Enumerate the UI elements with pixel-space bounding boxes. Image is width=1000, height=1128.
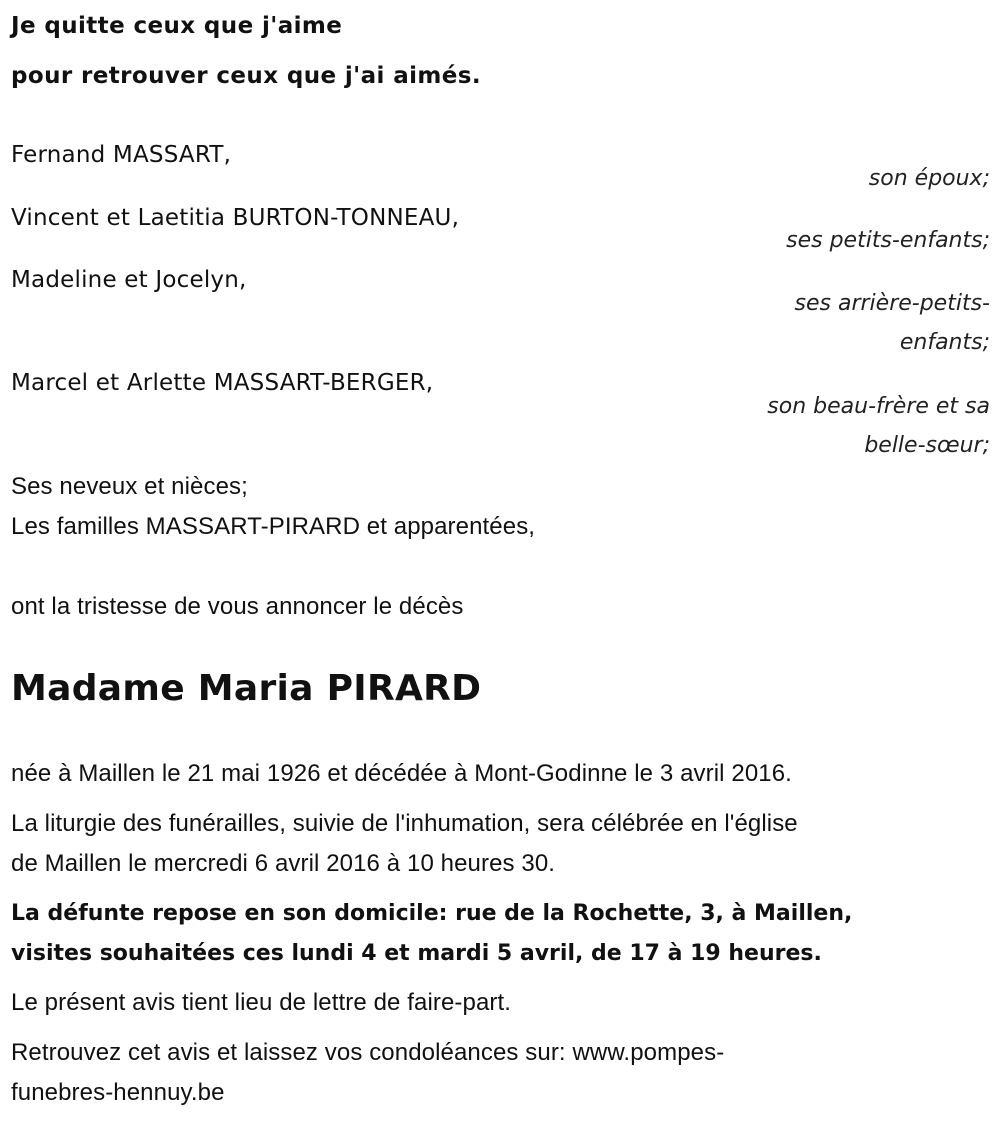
- family-member-relation: son époux;: [868, 166, 990, 191]
- visit-text-2: visites souhaitées ces lundi 4 et mardi 5 avril, de 17 à 19 heures.: [11, 941, 822, 966]
- liturgy-text-2: de Maillen le mercredi 6 avril 2016 à 10 heures 30.: [11, 850, 556, 877]
- birth-death-text: née à Maillen le 21 mai 1926 et décédée à Mont-Godinne le 3 avril 2016.: [11, 760, 792, 787]
- family-member-name: Vincent et Laetitia BURTON-TONNEAU,: [11, 205, 460, 231]
- poem-line-2: pour retrouver ceux que j'ai aimés.: [11, 63, 482, 89]
- family-member-name: Marcel et Arlette MASSART-BERGER,: [11, 370, 434, 396]
- family-member-relation-cont: enfants;: [899, 330, 990, 355]
- condolences-text-1: Retrouvez cet avis et laissez vos condoléances sur: www.pompes-: [11, 1039, 725, 1066]
- notice-text: Le présent avis tient lieu de lettre de faire-part.: [11, 989, 512, 1016]
- liturgy-text-1: La liturgie des funérailles, suivie de l'inhumation, sera célébrée en l'église: [11, 810, 798, 837]
- condolences-link[interactable]: funebres-hennuy.be: [11, 1079, 225, 1106]
- others-line-2: Les familles MASSART-PIRARD et apparentées,: [11, 513, 536, 540]
- family-member-name: Fernand MASSART,: [11, 142, 232, 168]
- family-member-relation: son beau-frère et sa: [767, 394, 990, 419]
- announcement-text: ont la tristesse de vous annoncer le décès: [11, 593, 464, 620]
- family-member-relation: ses arrière-petits-: [794, 291, 990, 316]
- visit-text-1: La défunte repose en son domicile: rue de la Rochette, 3, à Maillen,: [11, 901, 853, 926]
- family-member-relation-cont: belle-sœur;: [864, 433, 990, 458]
- deceased-name: Madame Maria PIRARD: [11, 668, 482, 709]
- poem-line-1: Je quitte ceux que j'aime: [11, 13, 343, 39]
- family-member-name: Madeline et Jocelyn,: [11, 267, 247, 293]
- others-line-1: Ses neveux et nièces;: [11, 473, 248, 500]
- family-member-relation: ses petits-enfants;: [786, 228, 990, 253]
